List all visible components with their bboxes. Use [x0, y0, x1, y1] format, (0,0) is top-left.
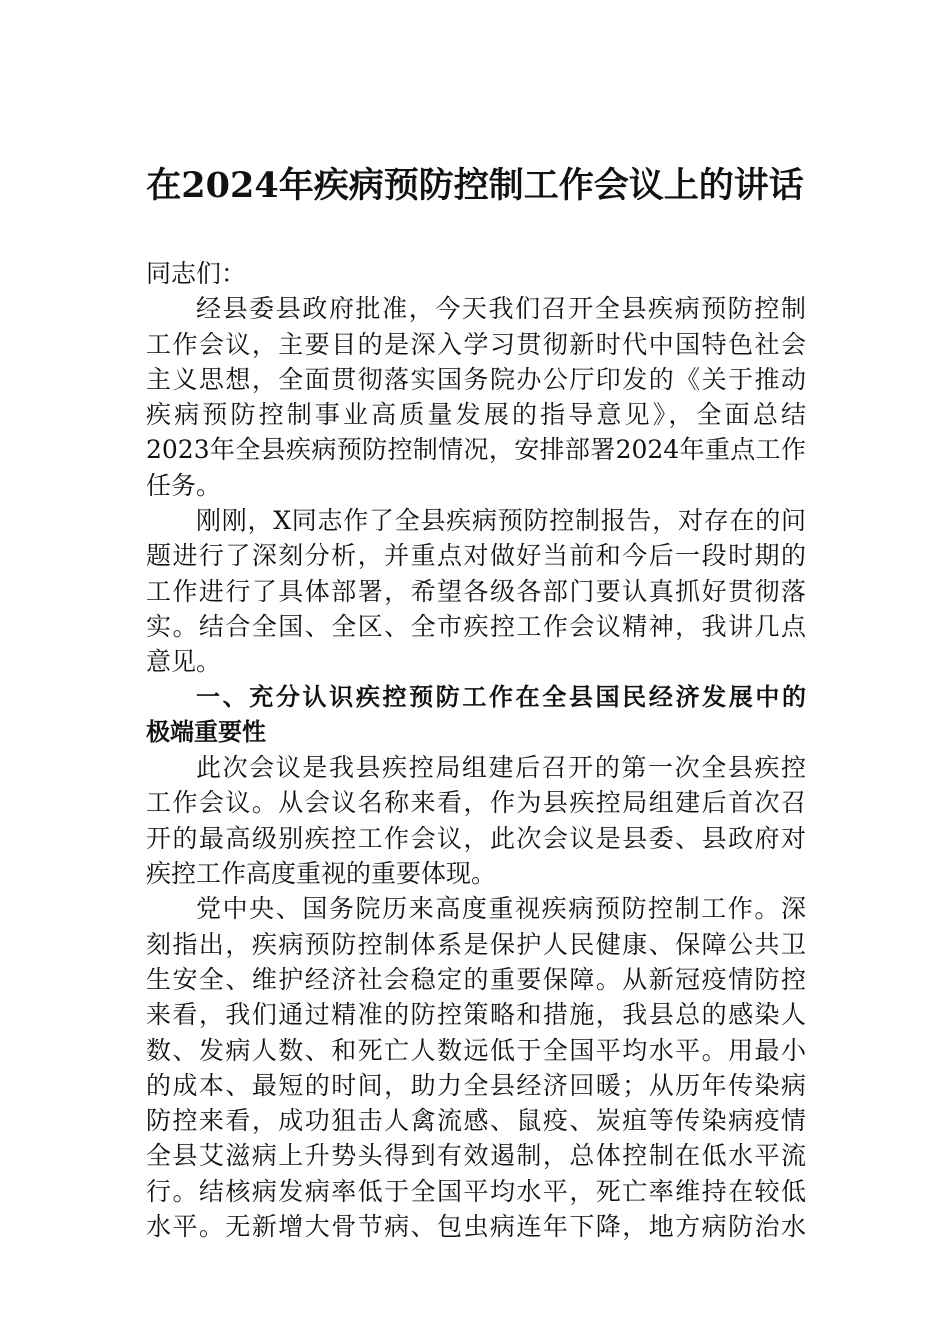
- paragraph-line: 任务。: [146, 470, 222, 500]
- paragraph-line: 刻指出，疾病预防控制体系是保护人民健康、保障公共卫: [146, 929, 806, 959]
- paragraph-line: 全县艾滋病上升势头得到有效遏制，总体控制在低水平流: [146, 1141, 806, 1171]
- paragraph-line: 生安全、维护经济社会稳定的重要保障。从新冠疫情防控: [146, 964, 806, 994]
- section-heading-line: 一、充分认识疾控预防工作在全县国民经济发展中的: [196, 682, 806, 711]
- paragraph-line: 经县委县政府批准，今天我们召开全县疾病预防控制: [196, 294, 806, 324]
- paragraph-line: 水平。无新增大骨节病、包虫病连年下降，地方病防治水: [146, 1212, 806, 1242]
- paragraph-line: 党中央、国务院历来高度重视疾病预防控制工作。深: [196, 894, 806, 924]
- paragraph-line: 此次会议是我县疾控局组建后召开的第一次全县疾控: [196, 753, 806, 783]
- paragraph-line: 题进行了深刻分析，并重点对做好当前和今后一段时期的: [146, 541, 806, 571]
- paragraph-line: 数、发病人数、和死亡人数远低于全国平均水平。用最小: [146, 1035, 806, 1065]
- paragraph-line: 2023年全县疾病预防控制情况，安排部署2024年重点工作: [146, 435, 806, 465]
- paragraph-line: 防控来看，成功狙击人禽流感、鼠疫、炭疽等传染病疫情: [146, 1106, 806, 1136]
- paragraph-line: 疾病预防控制事业高质量发展的指导意见》，全面总结: [146, 400, 806, 430]
- paragraph-line: 工作进行了具体部署，希望各级各部门要认真抓好贯彻落: [146, 576, 806, 606]
- paragraph-line: 刚刚，X同志作了全县疾病预防控制报告，对存在的问: [196, 506, 806, 536]
- paragraph-line: 开的最高级别疾控工作会议，此次会议是县委、县政府对: [146, 823, 806, 853]
- paragraph-line: 意见。: [146, 647, 222, 677]
- paragraph-line: 来看，我们通过精准的防控策略和措施，我县总的感染人: [146, 1000, 806, 1030]
- paragraph-line: 同志们：: [146, 259, 247, 288]
- document-title: 在2024年疾病预防控制工作会议上的讲话: [146, 165, 804, 206]
- paragraph-line: 主义思想，全面贯彻落实国务院办公厅印发的《关于推动: [146, 364, 806, 394]
- paragraph-line: 行。结核病发病率低于全国平均水平，死亡率维持在较低: [146, 1176, 806, 1206]
- section-heading-line: 极端重要性: [146, 717, 266, 746]
- paragraph-line: 工作会议。从会议名称来看，作为县疾控局组建后首次召: [146, 788, 806, 818]
- paragraph-line: 工作会议，主要目的是深入学习贯彻新时代中国特色社会: [146, 329, 806, 359]
- document-body: [146, 256, 806, 1244]
- paragraph-line: 疾控工作高度重视的重要体现。: [146, 859, 497, 889]
- paragraph-line: 的成本、最短的时间，助力全县经济回暖；从历年传染病: [146, 1070, 806, 1100]
- paragraph-line: 实。结合全国、全区、全市疾控工作会议精神，我讲几点: [146, 611, 806, 641]
